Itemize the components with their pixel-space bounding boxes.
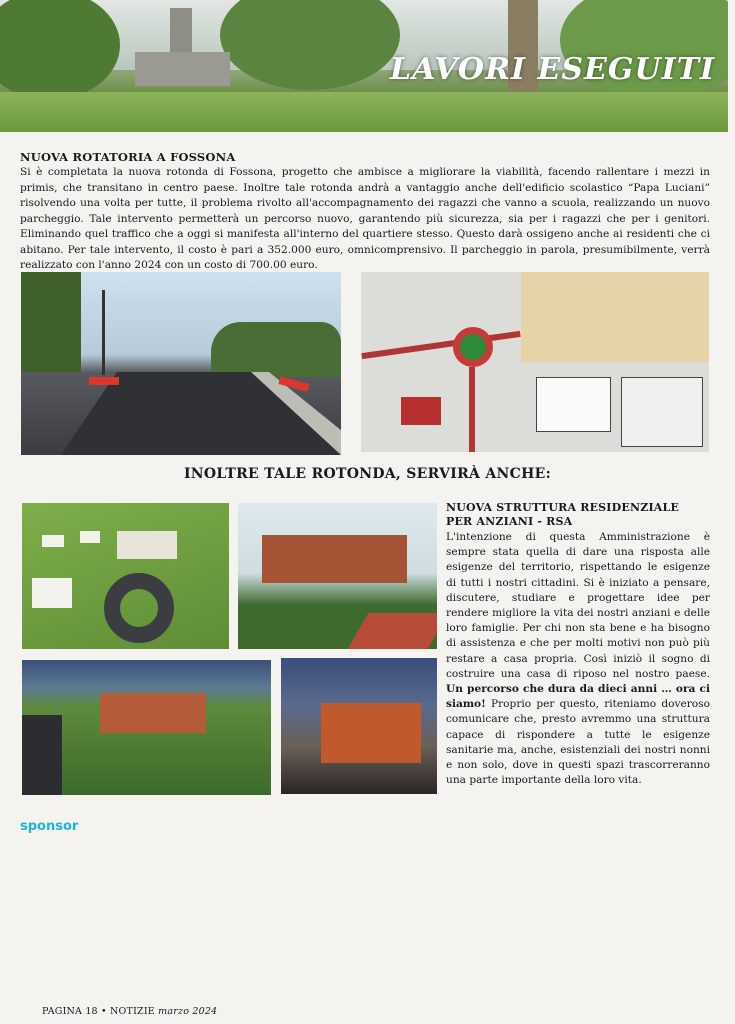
page-footer: PAGINA 18 • NOTIZIE marzo 2024: [42, 1006, 218, 1017]
rsa-night-render: [281, 658, 437, 794]
sponsor-label: sponsor: [20, 819, 79, 834]
roundabout-plan-drawing: [361, 272, 709, 452]
section-subheading: INOLTRE TALE ROTONDA, SERVIRÀ ANCHE:: [183, 466, 552, 482]
rsa-front-render: [238, 503, 437, 649]
article-title: NUOVA ROTATORIA A FOSSONA: [20, 150, 236, 164]
section-title: LAVORI ESEGUITI: [390, 52, 716, 87]
header-banner-photo: [0, 0, 728, 132]
rsa-birdseye-render: [22, 660, 271, 795]
rsa-aerial-render: [22, 503, 229, 649]
rsa-body: L'intenzione di questa Amministrazione è sempre stata quella di dare una risposta alle esigenze del territorio, rispettando le esigenze di tutti i nostri cittadini. Si è iniziato a pensare, discutere, studiare e progettare idee per rendere migliore la vita dei nostri anziani e delle loro famiglie. Per chi non sta bene e ha bisogno di assistenza e che per molti motivi non può più restare a casa propria. Così iniziò il sogno di costruire una casa di riposo nel nostro paese. Un percorso che dura da dieci anni … ora ci siamo! Proprio per questo, riteniamo doveroso comunicare che, presto avremmo una struttura capace di rispondere a tutte le esigenze sanitarie ma, anche, esistenziali dei nostri nonni e non solo, dove in questi spazi trascorreranno una parte importante della loro vita.: [446, 531, 710, 787]
roundabout-road-photo: [21, 272, 341, 455]
rsa-title: NUOVA STRUTTURA RESIDENZIALE PER ANZIANI - RSA: [446, 501, 680, 528]
article-body: Si è completata la nuova rotonda di Fossona, progetto che ambisce a migliorare la viabilità, facendo rallentare i mezzi in primis, che transitano in centro paese. Inoltre tale rotonda andrà a vantaggio anche dell'edificio scolastico “Papa Luciani” risolvendo una volta per tutte, il problema rivolto all'accompagnamento dei ragazzi che vanno a scuola, realizzando un nuovo parcheggio. Tale intervento permetterà un percorso nuovo, garantendo più sicurezza, sia per i ragazzi che per i genitori. Eliminando quel traffico che a oggi si manifesta all'interno del quartiere stesso. Questo darà ossigeno anche ai residenti che ci abitano. Per tale intervento, il costo è pari a 352.000 euro, omnicomprensivo. Il parcheggio in parola, presumibilmente, verrà realizzato con l'anno 2024 con un costo di 700.00 euro.: [20, 166, 710, 271]
